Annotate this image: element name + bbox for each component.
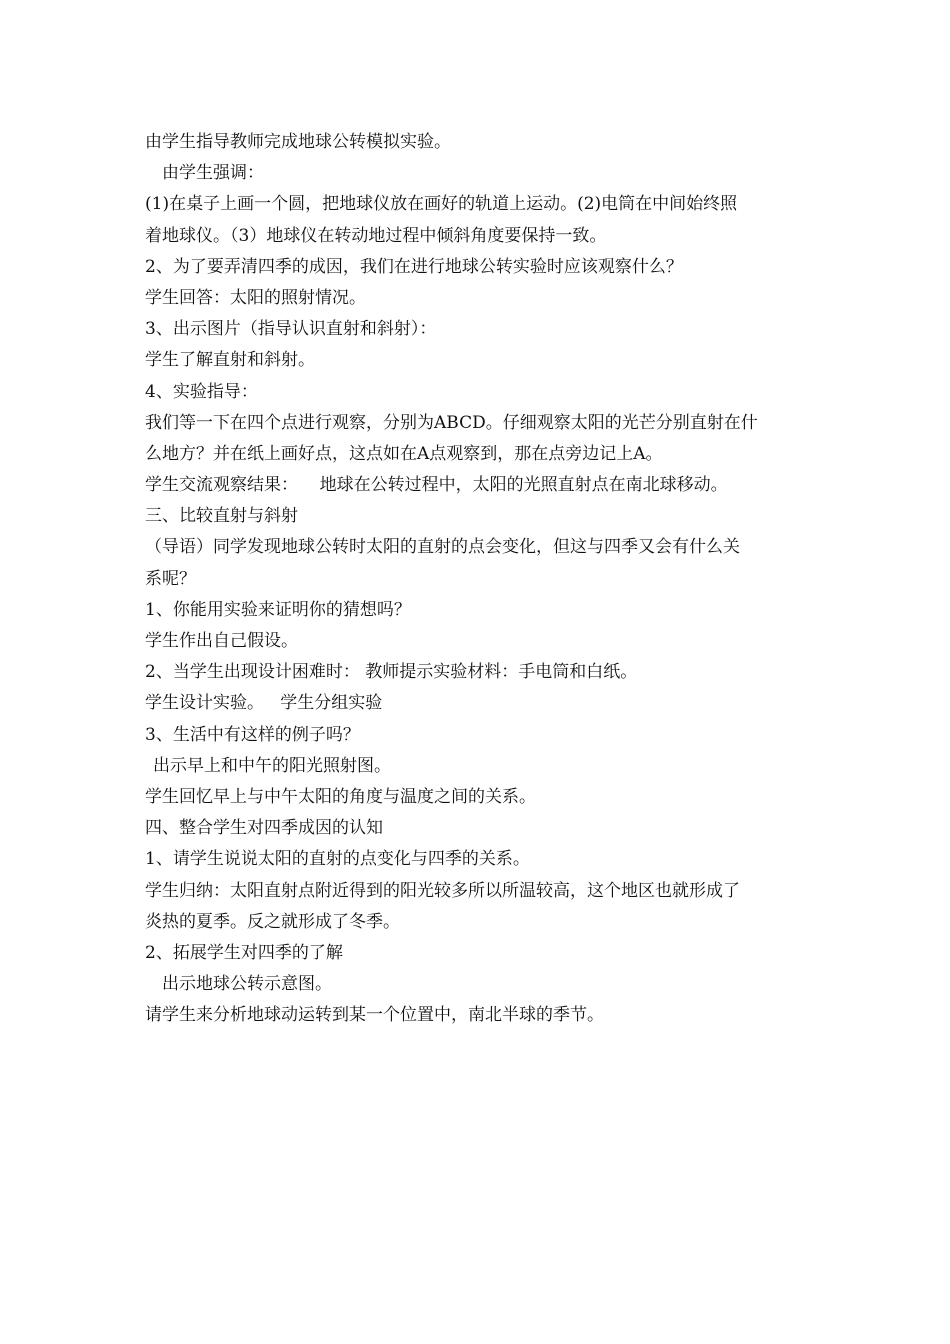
text-line: 么地方？并在纸上画好点，这点如在A点观察到，那在点旁边记上A。: [145, 443, 663, 464]
section-heading: 四、整合学生对四季成因的认知: [145, 818, 383, 839]
text-line: 请学生来分析地球动运转到某一个位置中，南北半球的季节。: [145, 1005, 604, 1026]
text-line: (1)在桌子上画一个圆，把地球仪放在画好的轨道上运动。(2)电筒在中间始终照: [145, 194, 738, 215]
text-line: 学生了解直射和斜射。: [145, 350, 315, 371]
text-line: 1、请学生说说太阳的直射的点变化与四季的关系。: [145, 849, 530, 870]
document-body: [145, 127, 810, 1031]
text-line: 着地球仪。（3）地球仪在转动地过程中倾斜角度要保持一致。: [145, 225, 607, 246]
text-line: 出示地球公转示意图。: [162, 974, 332, 995]
text-line: 学生回忆早上与中午太阳的角度与温度之间的关系。: [145, 786, 536, 807]
text-line: 学生回答：太阳的照射情况。: [145, 287, 366, 308]
text-line: 学生设计实验。 学生分组实验: [145, 693, 383, 714]
text-line: 学生交流观察结果： 地球在公转过程中，太阳的光照直射点在南北球移动。: [145, 475, 728, 496]
text-line: 炎热的夏季。反之就形成了冬季。: [145, 911, 400, 932]
text-line: 2、当学生出现设计困难时： 教师提示实验材料：手电筒和白纸。: [145, 662, 638, 683]
section-heading: 三、比较直射与斜射: [145, 506, 298, 527]
text-line: 由学生强调：: [162, 163, 264, 184]
text-line: 2、拓展学生对四季的了解: [145, 942, 343, 963]
text-line: 我们等一下在四个点进行观察，分别为ABCD。仔细观察太阳的光芒分别直射在什: [145, 412, 758, 433]
text-line: 3、出示图片（指导认识直射和斜射）：: [145, 319, 437, 340]
text-line: 1、你能用实验来证明你的猜想吗？: [145, 599, 411, 620]
text-line: 学生归纳：太阳直射点附近得到的阳光较多所以所温较高，这个地区也就形成了: [145, 880, 740, 901]
text-line: 3、生活中有这样的例子吗？: [145, 724, 360, 745]
text-line: 出示早上和中午的阳光照射图。: [153, 755, 391, 776]
text-line: 2、为了要弄清四季的成因，我们在进行地球公转实验时应该观察什么？: [145, 256, 683, 277]
text-line: 系呢？: [145, 568, 196, 589]
text-line: 4、实验指导：: [145, 381, 258, 402]
text-line: 学生作出自己假设。: [145, 631, 298, 651]
text-line: 由学生指导教师完成地球公转模拟实验。: [145, 132, 451, 152]
text-line: （导语）同学发现地球公转时太阳的直射的点会变化，但这与四季又会有什么关: [145, 537, 740, 558]
